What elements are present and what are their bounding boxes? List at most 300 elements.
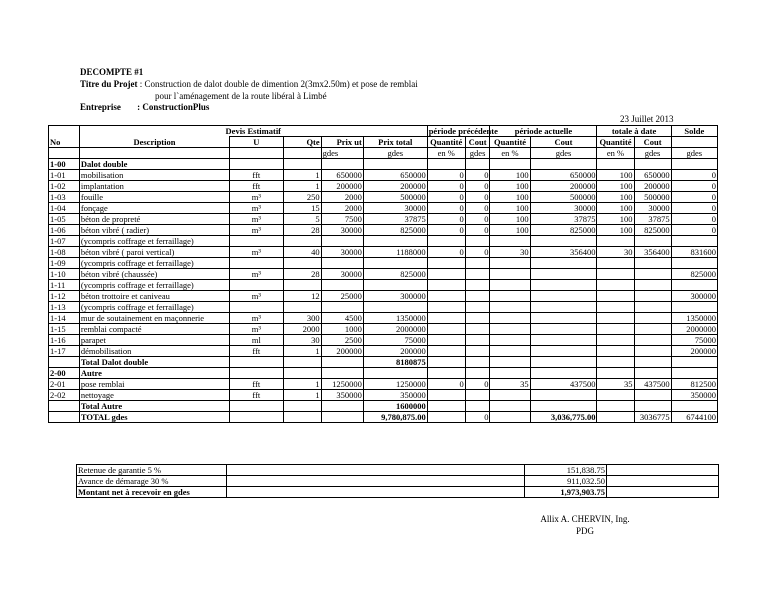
cell-qte: 5 bbox=[283, 214, 321, 225]
project-text: : Construction de dalot double de dimention 2(3mx2.50m) et pose de remblai bbox=[139, 79, 418, 89]
cell-prix-ut bbox=[321, 412, 363, 423]
cell-pa-cout bbox=[530, 346, 597, 357]
cell-prix-ut: 4500 bbox=[321, 313, 363, 324]
cell-pp-quantite: 0 bbox=[427, 214, 465, 225]
cell-description: (ycompris coffrage et ferraillage) bbox=[79, 280, 229, 291]
cell-pa-quantite bbox=[490, 324, 530, 335]
unit-header-row bbox=[49, 148, 718, 159]
cell-t-quantite bbox=[597, 280, 634, 291]
table-row bbox=[49, 401, 718, 412]
cell-prix-total bbox=[363, 258, 427, 269]
cell-pa-quantite bbox=[490, 412, 530, 423]
cell-qte bbox=[283, 357, 321, 368]
cell-pp-quantite: 0 bbox=[427, 379, 465, 390]
cell-solde: 350000 bbox=[671, 390, 717, 401]
cell-t-cout: 30000 bbox=[634, 203, 671, 214]
cell-no: 1-11 bbox=[49, 280, 80, 291]
cell-description: béton vibré (chaussée) bbox=[79, 269, 229, 280]
cell-pa-quantite: 100 bbox=[490, 181, 530, 192]
summary-net-row bbox=[77, 487, 719, 498]
cell-pp-cout: 0 bbox=[465, 192, 490, 203]
cell-prix-ut: 30000 bbox=[321, 247, 363, 258]
header-totale: totale à date bbox=[597, 126, 671, 137]
entreprise-value: : ConstructionPlus bbox=[137, 102, 210, 112]
cell-prix-ut: 2000 bbox=[321, 203, 363, 214]
cell-pp-quantite: 0 bbox=[427, 181, 465, 192]
cell-pa-quantite bbox=[490, 236, 530, 247]
cell-pp-quantite: 0 bbox=[427, 170, 465, 181]
cell-solde bbox=[671, 302, 717, 313]
cell-qte: 28 bbox=[283, 269, 321, 280]
cell-no: 2-01 bbox=[49, 379, 80, 390]
cell-prix-total bbox=[363, 236, 427, 247]
net-label: Montant net à recevoir en gdes bbox=[77, 487, 227, 498]
cell-solde: 0 bbox=[671, 203, 717, 214]
col-description: Description bbox=[79, 137, 229, 148]
cell-prix-ut bbox=[321, 357, 363, 368]
cell-pp-quantite bbox=[427, 335, 465, 346]
col-pp-cout: Cout bbox=[465, 137, 490, 148]
cell-prix-ut: 25000 bbox=[321, 291, 363, 302]
cell-pp-cout: 0 bbox=[465, 412, 490, 423]
cell-prix-ut bbox=[321, 302, 363, 313]
table-row bbox=[49, 170, 718, 181]
table-row bbox=[49, 258, 718, 269]
cell-pa-cout bbox=[530, 269, 597, 280]
unit-t-quantite: en % bbox=[597, 148, 634, 159]
cell-no bbox=[49, 412, 80, 423]
cell-qte: 15 bbox=[283, 203, 321, 214]
cell-t-cout bbox=[634, 280, 671, 291]
cell-qte: 1 bbox=[283, 170, 321, 181]
cell-pa-quantite bbox=[490, 313, 530, 324]
cell-no: 1-09 bbox=[49, 258, 80, 269]
cell-unit bbox=[230, 368, 284, 379]
cell-qte: 300 bbox=[283, 313, 321, 324]
cell-no: 1-01 bbox=[49, 170, 80, 181]
cell-pp-quantite bbox=[427, 357, 465, 368]
header-periode-precedente: période précédente bbox=[428, 126, 498, 136]
cell-pp-quantite bbox=[427, 390, 465, 401]
cell-solde: 300000 bbox=[671, 291, 717, 302]
unit-prix-total: gdes bbox=[363, 148, 427, 159]
cell-pp-cout bbox=[465, 368, 490, 379]
cell-pa-cout bbox=[530, 258, 597, 269]
cell-unit: m³ bbox=[230, 214, 284, 225]
cell-description: pose remblai bbox=[79, 379, 229, 390]
cell-solde bbox=[671, 357, 717, 368]
cell-pa-quantite: 35 bbox=[490, 379, 530, 390]
cell-no: 1-07 bbox=[49, 236, 80, 247]
cell-prix-total: 9,780,875.00 bbox=[363, 412, 427, 423]
cell-t-quantite: 100 bbox=[597, 225, 634, 236]
cell-description: béton trottoire et caniveau bbox=[79, 291, 229, 302]
cell-qte: 1 bbox=[283, 390, 321, 401]
cell-pa-quantite: 100 bbox=[490, 203, 530, 214]
cell-pa-cout bbox=[530, 302, 597, 313]
cell-prix-ut bbox=[321, 280, 363, 291]
cell-pp-quantite bbox=[427, 368, 465, 379]
cell-t-quantite: 35 bbox=[597, 379, 634, 390]
cell-unit: ml bbox=[230, 335, 284, 346]
table-row bbox=[49, 390, 718, 401]
cell-description: parapet bbox=[79, 335, 229, 346]
cell-description: remblai compacté bbox=[79, 324, 229, 335]
cell-qte: 30 bbox=[283, 335, 321, 346]
cell-pp-quantite bbox=[427, 401, 465, 412]
retenue-label: Retenue de garantie 5 % bbox=[77, 465, 227, 476]
cell-prix-total bbox=[363, 368, 427, 379]
cell-description: TOTAL gdes bbox=[79, 412, 229, 423]
cell-prix-total: 825000 bbox=[363, 225, 427, 236]
cell-solde: 6744100 bbox=[671, 412, 717, 423]
cell-pa-cout bbox=[530, 390, 597, 401]
header-solde: Solde bbox=[671, 126, 717, 137]
cell-pp-cout bbox=[465, 313, 490, 324]
cell-pa-cout: 650000 bbox=[530, 170, 597, 181]
cell-t-cout bbox=[634, 269, 671, 280]
cell-qte: 28 bbox=[283, 225, 321, 236]
cell-no: 2-00 bbox=[49, 368, 80, 379]
cell-pa-cout bbox=[530, 280, 597, 291]
cell-solde bbox=[671, 401, 717, 412]
cell-pa-cout: 3,036,775.00 bbox=[530, 412, 597, 423]
cell-pa-quantite bbox=[490, 390, 530, 401]
cell-prix-ut: 30000 bbox=[321, 225, 363, 236]
cell-no: 1-04 bbox=[49, 203, 80, 214]
cell-pa-cout: 200000 bbox=[530, 181, 597, 192]
cell-t-cout bbox=[634, 368, 671, 379]
cell-pa-quantite: 100 bbox=[490, 225, 530, 236]
cell-unit bbox=[230, 412, 284, 423]
cell-pa-cout bbox=[530, 368, 597, 379]
cell-pp-cout bbox=[465, 401, 490, 412]
cell-prix-total bbox=[363, 280, 427, 291]
cell-unit bbox=[230, 236, 284, 247]
cell-solde: 75000 bbox=[671, 335, 717, 346]
cell-pp-cout: 0 bbox=[465, 170, 490, 181]
cell-pa-cout: 825000 bbox=[530, 225, 597, 236]
cell-solde: 0 bbox=[671, 181, 717, 192]
cell-pp-quantite bbox=[427, 302, 465, 313]
cell-t-quantite: 100 bbox=[597, 181, 634, 192]
cell-pp-cout bbox=[465, 258, 490, 269]
cell-t-cout: 825000 bbox=[634, 225, 671, 236]
cell-prix-ut bbox=[321, 368, 363, 379]
cell-t-quantite bbox=[597, 401, 634, 412]
cell-no: 1-06 bbox=[49, 225, 80, 236]
cell-prix-total: 1250000 bbox=[363, 379, 427, 390]
cell-t-quantite: 100 bbox=[597, 214, 634, 225]
table-row bbox=[49, 346, 718, 357]
cell-pp-cout bbox=[465, 291, 490, 302]
cell-pp-cout bbox=[465, 324, 490, 335]
signature-title: PDG bbox=[575, 526, 594, 536]
cell-qte bbox=[283, 236, 321, 247]
table-row bbox=[49, 214, 718, 225]
summary-retenue-row bbox=[77, 465, 719, 476]
cell-t-cout: 500000 bbox=[634, 192, 671, 203]
cell-qte bbox=[283, 159, 321, 170]
cell-pp-cout bbox=[465, 159, 490, 170]
cell-t-cout: 356400 bbox=[634, 247, 671, 258]
project-title-line bbox=[80, 79, 418, 90]
cell-solde: 0 bbox=[671, 192, 717, 203]
cell-pp-quantite bbox=[427, 346, 465, 357]
cell-t-quantite bbox=[597, 258, 634, 269]
cell-prix-ut: 350000 bbox=[321, 390, 363, 401]
cell-no: 1-16 bbox=[49, 335, 80, 346]
cell-t-cout bbox=[634, 357, 671, 368]
summary-avance-row bbox=[77, 476, 719, 487]
cell-qte: 40 bbox=[283, 247, 321, 258]
cell-prix-total: 1600000 bbox=[363, 401, 427, 412]
cell-prix-total: 200000 bbox=[363, 346, 427, 357]
cell-prix-total: 1188000 bbox=[363, 247, 427, 258]
cell-prix-total: 350000 bbox=[363, 390, 427, 401]
cell-description: Autre bbox=[79, 368, 229, 379]
cell-pp-quantite: 0 bbox=[427, 203, 465, 214]
cell-pp-quantite bbox=[427, 236, 465, 247]
cell-prix-ut bbox=[321, 258, 363, 269]
cell-prix-ut: 1250000 bbox=[321, 379, 363, 390]
cell-pa-quantite bbox=[490, 302, 530, 313]
cell-pp-quantite bbox=[427, 412, 465, 423]
cell-prix-total bbox=[363, 302, 427, 313]
unit-solde: gdes bbox=[671, 148, 717, 159]
cell-t-cout bbox=[634, 401, 671, 412]
cell-prix-ut: 2500 bbox=[321, 335, 363, 346]
cell-pp-quantite bbox=[427, 324, 465, 335]
cell-unit: m³ bbox=[230, 247, 284, 258]
cell-qte bbox=[283, 368, 321, 379]
cell-no: 1-14 bbox=[49, 313, 80, 324]
summary-table bbox=[76, 464, 719, 498]
header-periode-actuelle: période actuelle bbox=[490, 126, 597, 137]
cell-unit: m³ bbox=[230, 192, 284, 203]
cell-t-cout bbox=[634, 324, 671, 335]
cell-prix-ut: 650000 bbox=[321, 170, 363, 181]
cell-t-quantite bbox=[597, 269, 634, 280]
table-row bbox=[49, 412, 718, 423]
cell-description: démobilisation bbox=[79, 346, 229, 357]
cell-pp-cout bbox=[465, 346, 490, 357]
cell-unit: m³ bbox=[230, 225, 284, 236]
cell-pa-quantite bbox=[490, 357, 530, 368]
table-row bbox=[49, 335, 718, 346]
cell-pp-cout bbox=[465, 269, 490, 280]
cell-prix-total: 37875 bbox=[363, 214, 427, 225]
unit-pa-quantite: en % bbox=[490, 148, 530, 159]
cell-no: 2-02 bbox=[49, 390, 80, 401]
cell-qte: 2000 bbox=[283, 324, 321, 335]
cell-pa-cout: 37875 bbox=[530, 214, 597, 225]
cell-no: 1-15 bbox=[49, 324, 80, 335]
table-row bbox=[49, 203, 718, 214]
cell-unit: fft bbox=[230, 181, 284, 192]
cell-t-quantite: 100 bbox=[597, 170, 634, 181]
cell-pa-cout: 30000 bbox=[530, 203, 597, 214]
table-row bbox=[49, 357, 718, 368]
avance-value: 911,032.50 bbox=[525, 476, 607, 487]
cell-t-quantite bbox=[597, 291, 634, 302]
table-row bbox=[49, 368, 718, 379]
cell-unit bbox=[230, 302, 284, 313]
project-label: Titre du Projet bbox=[80, 79, 138, 89]
cell-pa-cout bbox=[530, 324, 597, 335]
cell-t-cout bbox=[634, 159, 671, 170]
cell-pp-cout bbox=[465, 302, 490, 313]
cell-unit bbox=[230, 258, 284, 269]
cell-prix-ut bbox=[321, 401, 363, 412]
cell-pp-cout: 0 bbox=[465, 247, 490, 258]
cell-prix-ut bbox=[321, 236, 363, 247]
cell-prix-total: 1350000 bbox=[363, 313, 427, 324]
table-row bbox=[49, 291, 718, 302]
cell-unit: m³ bbox=[230, 291, 284, 302]
cell-t-quantite: 100 bbox=[597, 203, 634, 214]
project-text-line2: pour l`aménagement de la route libéral à Limbé bbox=[155, 91, 327, 101]
cell-pa-quantite bbox=[490, 368, 530, 379]
cell-qte: 250 bbox=[283, 192, 321, 203]
table-row bbox=[49, 269, 718, 280]
cell-pa-cout: 437500 bbox=[530, 379, 597, 390]
cell-solde: 825000 bbox=[671, 269, 717, 280]
cell-pa-cout bbox=[530, 335, 597, 346]
cell-prix-ut: 7500 bbox=[321, 214, 363, 225]
cell-unit: m³ bbox=[230, 203, 284, 214]
cell-prix-total: 825000 bbox=[363, 269, 427, 280]
cell-qte: 1 bbox=[283, 181, 321, 192]
cell-unit: fft bbox=[230, 379, 284, 390]
cell-no: 1-13 bbox=[49, 302, 80, 313]
cell-t-quantite bbox=[597, 313, 634, 324]
cell-pa-cout bbox=[530, 236, 597, 247]
cell-unit: fft bbox=[230, 390, 284, 401]
unit-pa-cout: gdes bbox=[530, 148, 597, 159]
cell-pa-quantite bbox=[490, 291, 530, 302]
cell-t-quantite bbox=[597, 390, 634, 401]
cell-pa-quantite bbox=[490, 280, 530, 291]
cell-description: Dalot double bbox=[79, 159, 229, 170]
col-qte: Qte bbox=[283, 137, 321, 148]
col-pp-quantite: Quantité bbox=[427, 137, 465, 148]
cell-pp-quantite bbox=[427, 280, 465, 291]
cell-qte: 12 bbox=[283, 291, 321, 302]
cell-pp-cout bbox=[465, 236, 490, 247]
document-date: 23 Juillet 2013 bbox=[620, 114, 674, 124]
table-row bbox=[49, 192, 718, 203]
cell-description: (ycompris coffrage et ferraillage) bbox=[79, 258, 229, 269]
cell-pp-quantite: 0 bbox=[427, 225, 465, 236]
cell-pa-cout bbox=[530, 357, 597, 368]
col-t-cout: Cout bbox=[634, 137, 671, 148]
cell-t-quantite bbox=[597, 236, 634, 247]
signature-block bbox=[530, 513, 640, 537]
cell-pa-quantite bbox=[490, 335, 530, 346]
cell-pp-cout: 0 bbox=[465, 214, 490, 225]
cell-prix-ut: 2000 bbox=[321, 192, 363, 203]
table-row bbox=[49, 247, 718, 258]
cell-pp-quantite bbox=[427, 313, 465, 324]
cell-t-quantite bbox=[597, 346, 634, 357]
entreprise-label: Entreprise bbox=[80, 102, 121, 112]
cell-pa-cout bbox=[530, 401, 597, 412]
decompte-title: DECOMPTE #1 bbox=[80, 67, 144, 77]
cell-description: (ycompris coffrage et ferraillage) bbox=[79, 236, 229, 247]
table-row bbox=[49, 379, 718, 390]
cell-pa-cout bbox=[530, 313, 597, 324]
cell-solde: 2000000 bbox=[671, 324, 717, 335]
cell-pa-quantite bbox=[490, 269, 530, 280]
cell-pa-quantite: 100 bbox=[490, 170, 530, 181]
unit-t-cout: gdes bbox=[634, 148, 671, 159]
cell-t-quantite: 100 bbox=[597, 192, 634, 203]
cell-t-cout bbox=[634, 291, 671, 302]
col-pa-cout: Cout bbox=[530, 137, 597, 148]
cell-prix-total: 500000 bbox=[363, 192, 427, 203]
column-header-row bbox=[49, 137, 718, 148]
cell-solde: 831600 bbox=[671, 247, 717, 258]
cell-no: 1-05 bbox=[49, 214, 80, 225]
cell-solde: 0 bbox=[671, 214, 717, 225]
cell-description: (ycompris coffrage et ferraillage) bbox=[79, 302, 229, 313]
cell-description: implantation bbox=[79, 181, 229, 192]
cell-no: 1-10 bbox=[49, 269, 80, 280]
cell-no: 1-02 bbox=[49, 181, 80, 192]
cell-solde: 0 bbox=[671, 170, 717, 181]
cell-no: 1-00 bbox=[49, 159, 80, 170]
cell-t-quantite bbox=[597, 302, 634, 313]
cell-pa-cout bbox=[530, 291, 597, 302]
cell-prix-total: 200000 bbox=[363, 181, 427, 192]
cell-prix-total: 30000 bbox=[363, 203, 427, 214]
cell-prix-total: 75000 bbox=[363, 335, 427, 346]
cell-pp-cout: 0 bbox=[465, 203, 490, 214]
entreprise-line bbox=[80, 102, 209, 113]
cell-t-quantite bbox=[597, 357, 634, 368]
cell-pp-cout: 0 bbox=[465, 379, 490, 390]
cell-description: Total Dalot double bbox=[79, 357, 229, 368]
cell-t-cout bbox=[634, 236, 671, 247]
cell-pp-quantite bbox=[427, 269, 465, 280]
cell-pa-quantite bbox=[490, 401, 530, 412]
cell-description: fouille bbox=[79, 192, 229, 203]
cell-pp-cout bbox=[465, 357, 490, 368]
cell-prix-ut bbox=[321, 159, 363, 170]
cell-unit bbox=[230, 159, 284, 170]
table-row bbox=[49, 280, 718, 291]
unit-pp-cout: gdes bbox=[465, 148, 490, 159]
cell-solde: 0 bbox=[671, 225, 717, 236]
col-prix-total: Prix total bbox=[363, 137, 427, 148]
cell-t-quantite bbox=[597, 324, 634, 335]
cell-description: béton de propreté bbox=[79, 214, 229, 225]
cell-t-cout bbox=[634, 335, 671, 346]
col-no: No bbox=[49, 137, 80, 148]
cell-t-cout bbox=[634, 258, 671, 269]
cell-description: mobilisation bbox=[79, 170, 229, 181]
signature-name: Allix A. CHERVIN, Ing. bbox=[540, 514, 630, 524]
cell-prix-total: 8180875 bbox=[363, 357, 427, 368]
cell-description: mur de soutainement en maçonnerie bbox=[79, 313, 229, 324]
cell-pp-cout bbox=[465, 335, 490, 346]
cell-pp-quantite bbox=[427, 159, 465, 170]
cell-description: béton vibré ( radier) bbox=[79, 225, 229, 236]
cell-no bbox=[49, 401, 80, 412]
cell-t-cout: 200000 bbox=[634, 181, 671, 192]
cell-t-quantite: 30 bbox=[597, 247, 634, 258]
